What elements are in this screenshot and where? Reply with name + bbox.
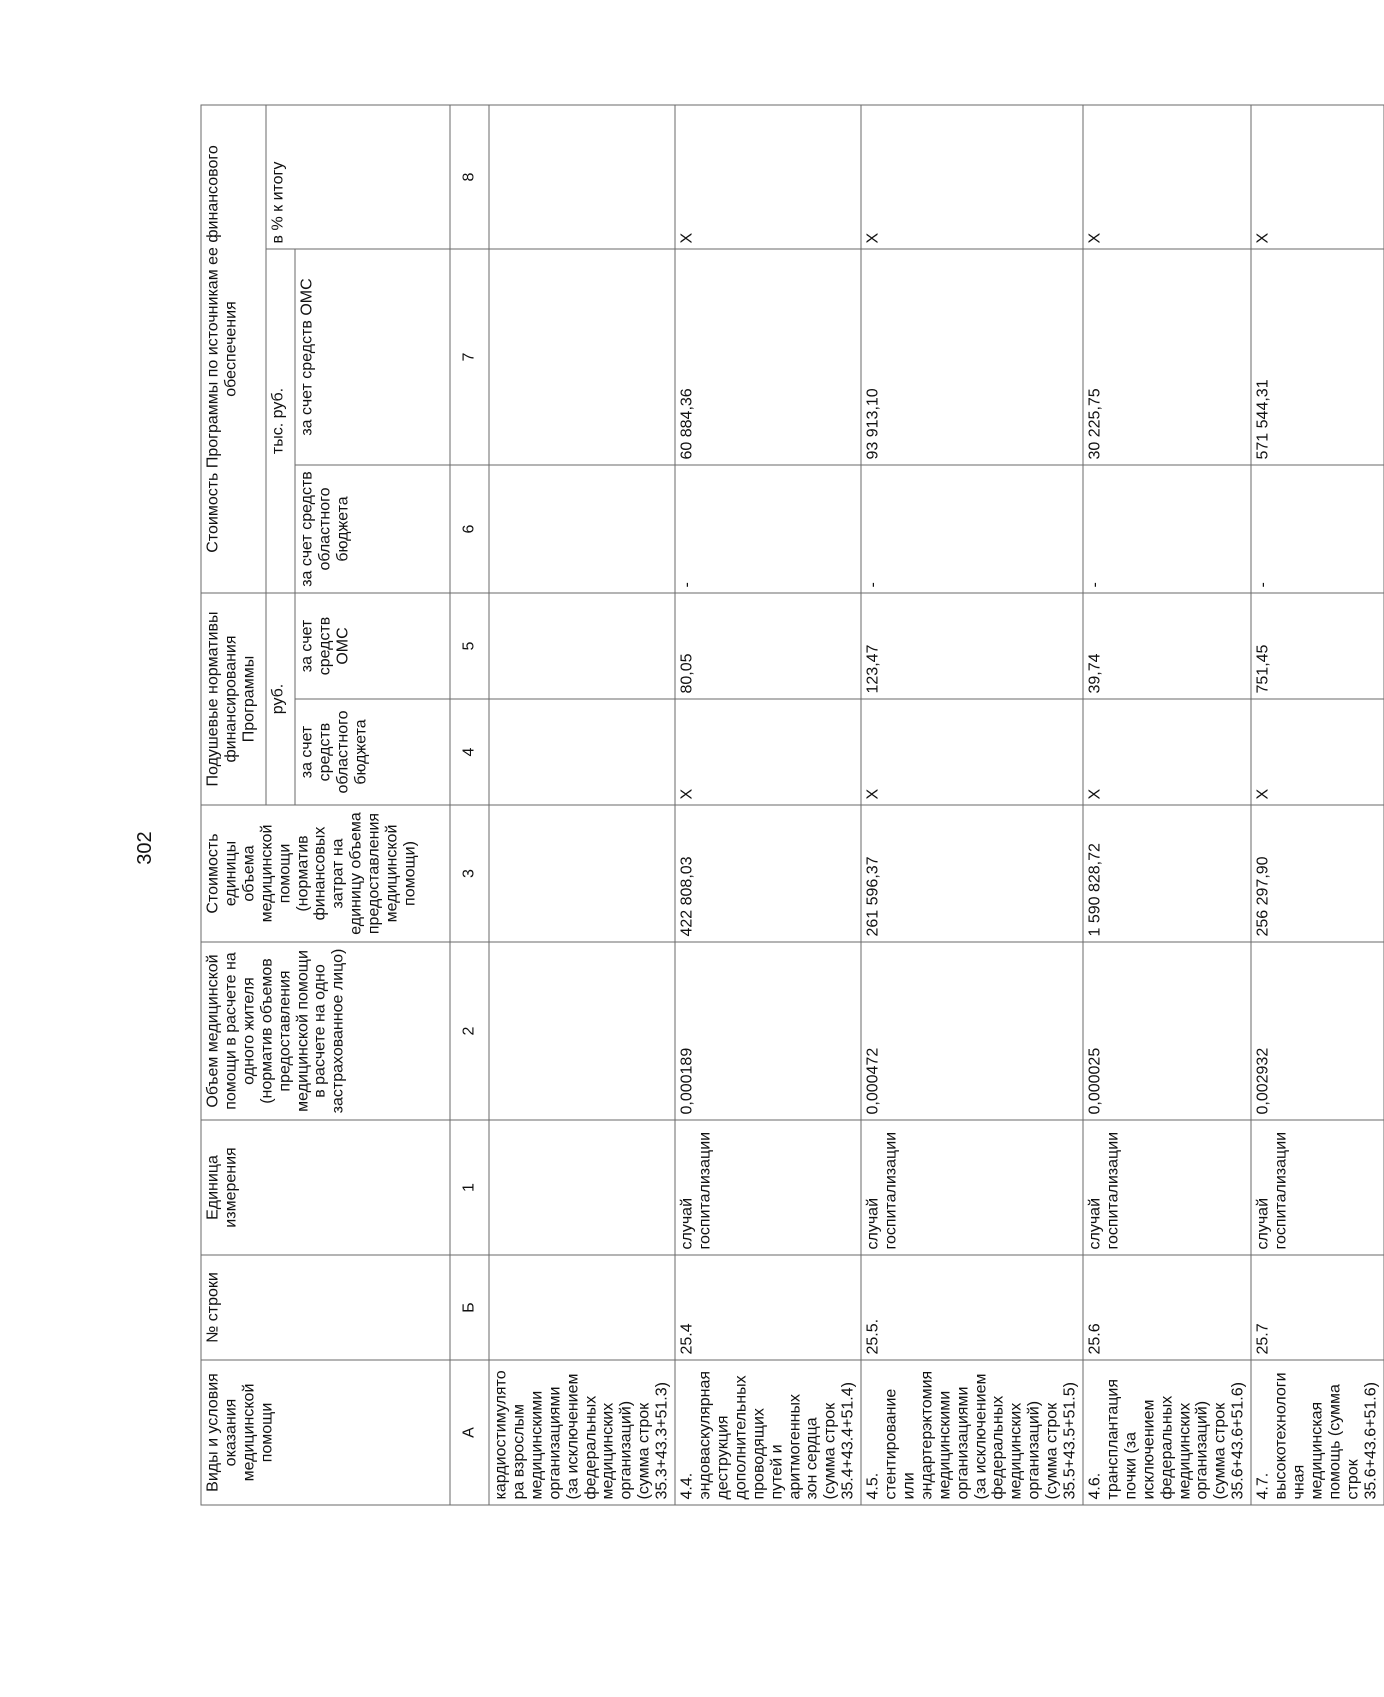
row-total-regional-budget: - (1251, 464, 1383, 592)
column-number: 2 (450, 942, 489, 1120)
header-line-number: № строки (201, 1255, 450, 1360)
header-pc-regional-budget: за счет средств областного бюджета (295, 699, 450, 805)
column-number: 8 (450, 104, 489, 248)
row-volume (489, 942, 675, 1120)
header-unit-cost: Стоимость единицы объема медицинской помощи (норматив финансовых затрат на единицу объема предоставления медицинской помощи) (201, 805, 450, 942)
row-percent: X (1251, 104, 1383, 248)
column-number: 6 (450, 464, 489, 592)
row-pc-oms (489, 592, 675, 698)
row-unit: случай госпитализации (675, 1120, 861, 1255)
page-number: 302 (134, 831, 156, 865)
header-pc-oms: за счет средств ОМС (295, 592, 450, 698)
row-total-oms: 60 884,36 (675, 248, 861, 464)
table-row (1251, 104, 1383, 1504)
row-line-number: 25.7 (1251, 1255, 1383, 1360)
row-unit: случай госпитализации (861, 1120, 1083, 1255)
row-total-regional-budget: - (675, 464, 861, 592)
column-number: 5 (450, 592, 489, 698)
row-volume: 0,000025 (1083, 942, 1251, 1120)
row-total-regional-budget: - (1083, 464, 1251, 592)
row-pc-oms: 123,47 (861, 592, 1083, 698)
row-pc-regional-budget: X (675, 699, 861, 805)
column-number: 1 (450, 1120, 489, 1255)
header-per-capita-group: Подушевые нормативы финансирования Программы (201, 592, 266, 804)
row-pc-oms: 751,45 (1251, 592, 1383, 698)
header-total-regional-budget: за счет средств областного бюджета (295, 464, 450, 592)
row-name: 4.7. высокотехнологичная медицинская помощь (сумма строк 35.6+43.6+51.6) (1251, 1360, 1383, 1505)
row-pc-regional-budget (489, 699, 675, 805)
row-unit-cost: 422 808,03 (675, 805, 861, 942)
column-number: А (450, 1360, 489, 1505)
row-total-regional-budget (489, 464, 675, 592)
row-line-number: 25.6 (1083, 1255, 1251, 1360)
row-percent: X (861, 104, 1083, 248)
header-percent-of-total: в % к итогу (266, 104, 450, 248)
row-pc-oms: 80,05 (675, 592, 861, 698)
row-total-oms: 571 544,31 (1251, 248, 1383, 464)
row-unit-cost: 261 596,37 (861, 805, 1083, 942)
row-volume: 0,000189 (675, 942, 861, 1120)
column-number-row (450, 104, 489, 1504)
header-volume: Объем медицинской помощи в расчете на одного жителя (норматив объемов предоставления медицинской помощи в расчете на одно застрахованное лицо) (201, 942, 450, 1120)
table-row (489, 104, 675, 1504)
rotated-table-container (200, 105, 1379, 1505)
row-percent (489, 104, 675, 248)
header-program-cost-group: Стоимость Программы по источникам ее финансового обеспечения (201, 104, 266, 592)
header-total-oms: за счет средств ОМС (295, 248, 450, 464)
row-volume: 0,002932 (1251, 942, 1383, 1120)
header-unit-thousand-rub: тыс. руб. (266, 248, 295, 592)
column-number: 3 (450, 805, 489, 942)
row-line-number: 25.4 (675, 1255, 861, 1360)
column-number: Б (450, 1255, 489, 1360)
row-total-oms (489, 248, 675, 464)
row-unit (489, 1120, 675, 1255)
row-volume: 0,000472 (861, 942, 1083, 1120)
header-row-groups (201, 104, 266, 1504)
header-unit-rub: руб. (266, 592, 295, 804)
row-percent: X (1083, 104, 1251, 248)
row-pc-oms: 39,74 (1083, 592, 1251, 698)
row-total-regional-budget: - (861, 464, 1083, 592)
table-row (675, 104, 861, 1504)
row-unit-cost: 256 297,90 (1251, 805, 1383, 942)
row-unit: случай госпитализации (1251, 1120, 1383, 1255)
table-row (1083, 104, 1251, 1504)
row-name: кардиостимулятора взрослым медицинскими организациями (за исключением федеральных медицинских организаций) (сумма строк 35.3+43.3+51.3) (489, 1360, 675, 1505)
row-name: 4.4. эндоваскулярная деструкция дополнительных проводящих путей и аритмогенных зон сердца (сумма строк 35.4+43.4+51.4) (675, 1360, 861, 1505)
row-line-number (489, 1255, 675, 1360)
row-name: 4.5. стентирование или эндартерэктомия медицинскими организациями (за исключением федеральных медицинских организаций) (сумма строк 35.5+43.5+51.5) (861, 1360, 1083, 1505)
table-row (861, 104, 1083, 1504)
row-total-oms: 93 913,10 (861, 248, 1083, 464)
column-number: 4 (450, 699, 489, 805)
header-types-conditions: Виды и условия оказания медицинской помощи (201, 1360, 450, 1505)
row-unit: случай госпитализации (1083, 1120, 1251, 1255)
row-unit-cost: 1 590 828,72 (1083, 805, 1251, 942)
row-name: 4.6. трансплантация почки (за исключением федеральных медицинских организаций) (сумма строк 35.6+43.6+51.6) (1083, 1360, 1251, 1505)
row-line-number: 25.5. (861, 1255, 1083, 1360)
header-unit: Единица измерения (201, 1120, 450, 1255)
row-total-oms: 30 225,75 (1083, 248, 1251, 464)
row-pc-regional-budget: X (861, 699, 1083, 805)
row-pc-regional-budget: X (1251, 699, 1383, 805)
row-unit-cost (489, 805, 675, 942)
program-cost-table (200, 104, 1384, 1505)
row-percent: X (675, 104, 861, 248)
row-pc-regional-budget: X (1083, 699, 1251, 805)
column-number: 7 (450, 248, 489, 464)
